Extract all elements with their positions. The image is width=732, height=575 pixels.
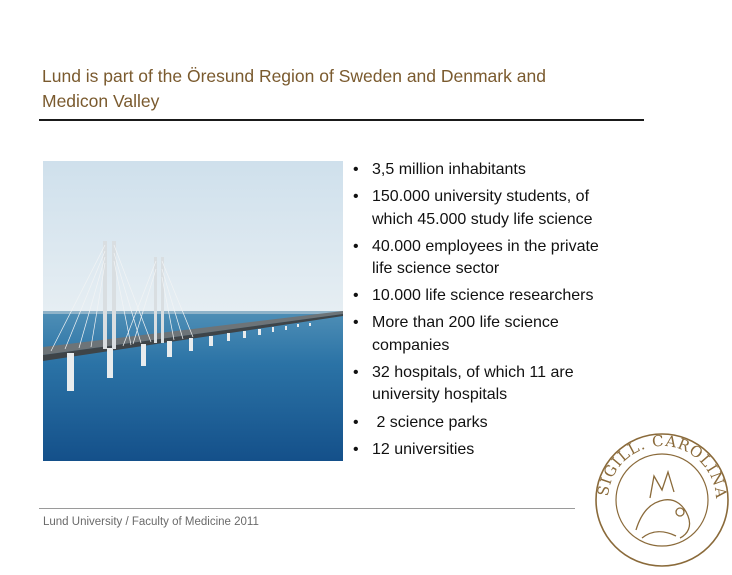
slide-title-line-1: Lund is part of the Öresund Region of Sweden and Denmark and (42, 66, 546, 86)
list-item (353, 159, 653, 182)
footer-divider (39, 508, 575, 509)
bullet-icon: • (353, 188, 359, 206)
bullet-icon: • (353, 314, 359, 332)
seal-lettering: SIGILL. CAROLINA (594, 431, 731, 500)
footer-text: Lund University / Faculty of Medicine 2011 (43, 516, 259, 528)
bridge-photo-image (43, 161, 343, 461)
slide-title (42, 64, 682, 114)
slide-title-line-2: Medicon Valley (42, 91, 160, 111)
list-item-text: 40.000 employees in the private (372, 237, 599, 255)
list-item-text: 32 hospitals, of which 11 are (372, 363, 574, 381)
facts-list (353, 159, 653, 466)
list-item (353, 236, 653, 281)
list-item-text: 10.000 life science researchers (372, 287, 594, 305)
list-item-text: 12 universities (372, 440, 475, 458)
bullet-icon: • (353, 363, 359, 381)
title-divider (39, 119, 644, 121)
list-item-text: 150.000 university students, of (372, 188, 590, 206)
list-item-text: companies (372, 336, 450, 354)
list-item (353, 362, 653, 407)
list-item-text: which 45.000 study life science (372, 210, 593, 228)
seal-icon (592, 430, 732, 570)
list-item-text: life science sector (372, 260, 500, 278)
list-item-text: More than 200 life science (372, 314, 559, 332)
bullet-icon: • (353, 237, 359, 255)
university-seal-logo (592, 430, 732, 570)
list-item-text: 2 science parks (372, 413, 488, 431)
list-item-text: 3,5 million inhabitants (372, 161, 526, 178)
list-item (353, 186, 653, 231)
list-item (353, 285, 653, 308)
bullet-icon: • (353, 161, 359, 178)
bullet-icon: • (353, 287, 359, 305)
bullet-icon: • (353, 440, 359, 458)
bridge-photo (43, 161, 343, 461)
bullet-icon: • (353, 413, 359, 431)
list-item (353, 312, 653, 357)
list-item-text: university hospitals (372, 386, 508, 404)
